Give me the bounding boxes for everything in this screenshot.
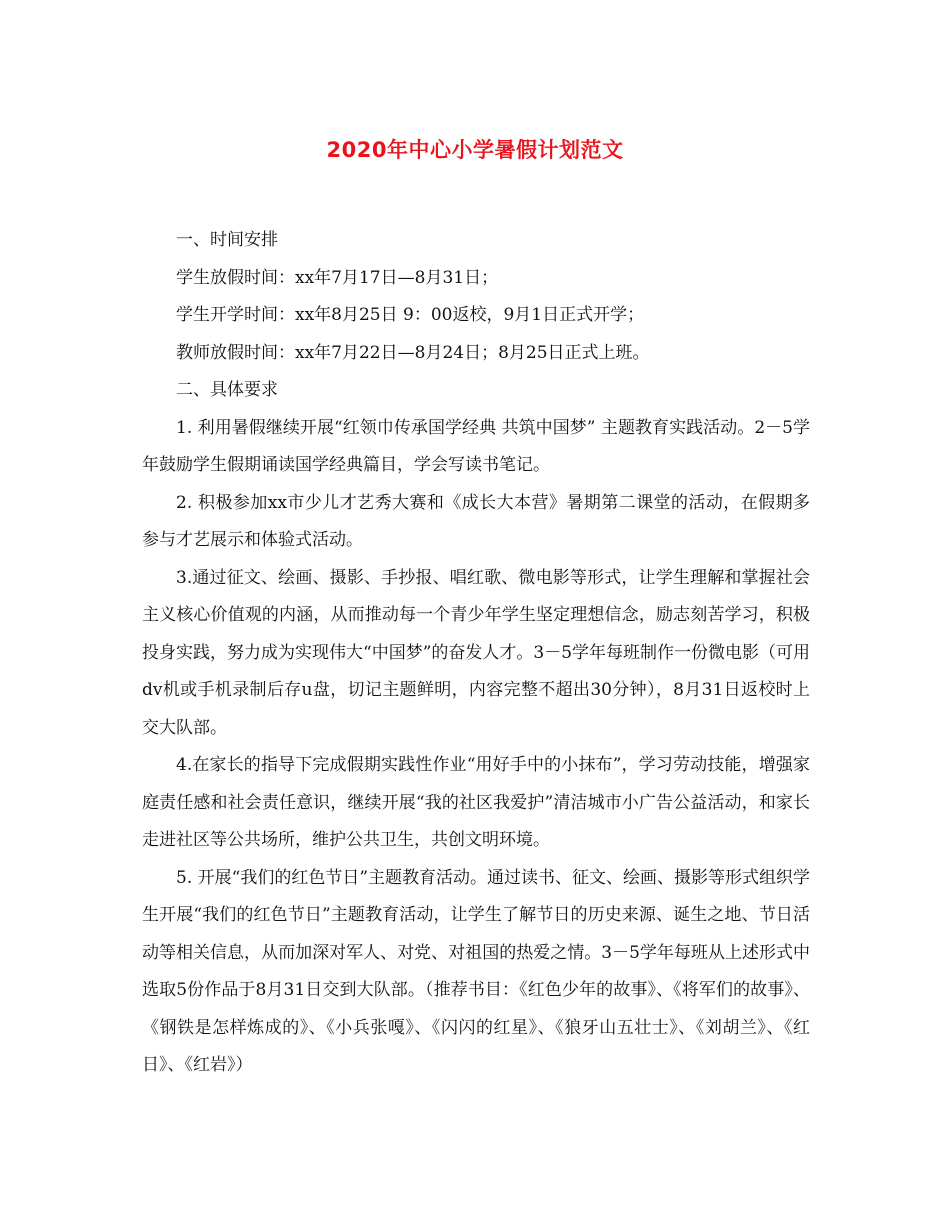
section-heading-schedule: 一、时间安排 — [176, 230, 278, 250]
requirement-item-5: 5. 开展“我们的红色节日”主题教育活动。通过读书、征文、绘画、摄影等形式组织学生开展“我们的红色节日”主题教育活动，让学生了解节日的历史来源、诞生之地、节日活动等相关信息，从而加深对军人、对党、对祖国的热爱之情。3－5学年每班从上述形式中选取5份作品于8月31日交到大队部。（推荐书目：《红色少年的故事》、《将军们的故事》、《钢铁是怎样炼成的》、《小兵张嘎》、《闪闪的红星》、《狼牙山五壮士》、《刘胡兰》、《红日》、《红岩》） — [142, 867, 811, 1075]
document-body — [142, 222, 810, 1085]
teacher-vacation-time: 教师放假时间：xx年7月22日—8月24日；8月25日正式上班。 — [176, 342, 650, 363]
requirement-item-1: 1. 利用暑假继续开展“红领巾传承国学经典 共筑中国梦” 主题教育实践活动。2－5学年鼓励学生假期诵读国学经典篇目，学会写读书笔记。 — [142, 417, 810, 475]
document-title: 2020年中心小学暑假计划范文 — [326, 138, 624, 162]
requirement-item-3: 3.通过征文、绘画、摄影、手抄报、唱红歌、微电影等形式，让学生理解和掌握社会主义核心价值观的内涵，从而推动每一个青少年学生坚定理想信念，励志刻苦学习，积极投身实践，努力成为实现伟大“中国梦”的奋发人才。3－5学年每班制作一份微电影（可用dv机或手机录制后存u盘，切记主题鲜明，内容完整不超出30分钟），8月31日返校时上交大队部。 — [142, 567, 811, 738]
student-school-start-time: 学生开学时间：xx年8月25日 9：00返校，9月1日正式开学； — [176, 305, 645, 325]
student-vacation-time: 学生放假时间：xx年7月17日—8月31日； — [176, 267, 499, 288]
section-heading-requirements: 二、具体要求 — [176, 380, 278, 400]
requirement-item-4: 4.在家长的指导下完成假期实践性作业“用好手中的小抹布”，学习劳动技能，增强家庭责任感和社会责任意识，继续开展“我的社区我爱护”清洁城市小广告公益活动，和家长走进社区等公共场所，维护公共卫生，共创文明环境。 — [142, 755, 810, 850]
requirement-item-2: 2. 积极参加xx市少儿才艺秀大赛和《成长大本营》暑期第二课堂的活动，在假期多参与才艺展示和体验式活动。 — [142, 492, 810, 550]
